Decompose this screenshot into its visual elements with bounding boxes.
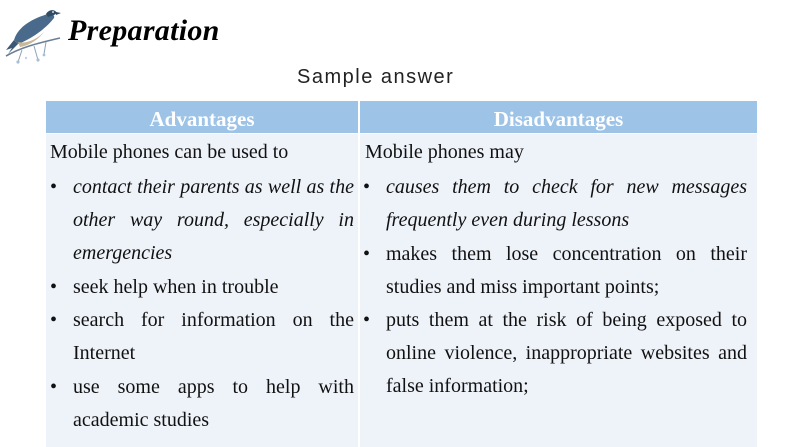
- bird-on-branch-icon: [4, 4, 62, 66]
- bullet-icon: •: [363, 243, 371, 265]
- bullet-icon: •: [363, 309, 371, 331]
- advantages-intro: Mobile phones can be used to: [50, 141, 289, 163]
- list-item-text: causes them to check for new messages frequently even during lessons: [386, 176, 747, 231]
- header-disadvantages: Disadvantages: [360, 101, 757, 133]
- page-subtitle: Sample answer: [297, 66, 455, 88]
- bullet-icon: •: [50, 176, 58, 198]
- list-item-text: puts them at the risk of being exposed to online violence, inappropriate websites and false information;: [386, 309, 747, 397]
- list-item-text: search for information on the Internet: [73, 309, 354, 364]
- comparison-table: [46, 101, 757, 447]
- disadvantages-intro: Mobile phones may: [365, 141, 524, 163]
- bullet-icon: •: [50, 276, 58, 298]
- bullet-icon: •: [50, 309, 58, 331]
- advantages-column: [46, 134, 358, 447]
- list-item-text: use some apps to help with academic studies: [73, 376, 354, 431]
- header-advantages: Advantages: [46, 101, 358, 133]
- disadvantages-column: [360, 134, 757, 447]
- list-item-text: makes them lose concentration on their studies and miss important points;: [386, 243, 747, 298]
- page-title: Preparation: [68, 14, 220, 47]
- bullet-icon: •: [363, 176, 371, 198]
- list-item-text: contact their parents as well as the other way round, especially in emergencies: [73, 176, 354, 264]
- list-item-text: seek help when in trouble: [73, 276, 279, 298]
- bullet-icon: •: [50, 376, 58, 398]
